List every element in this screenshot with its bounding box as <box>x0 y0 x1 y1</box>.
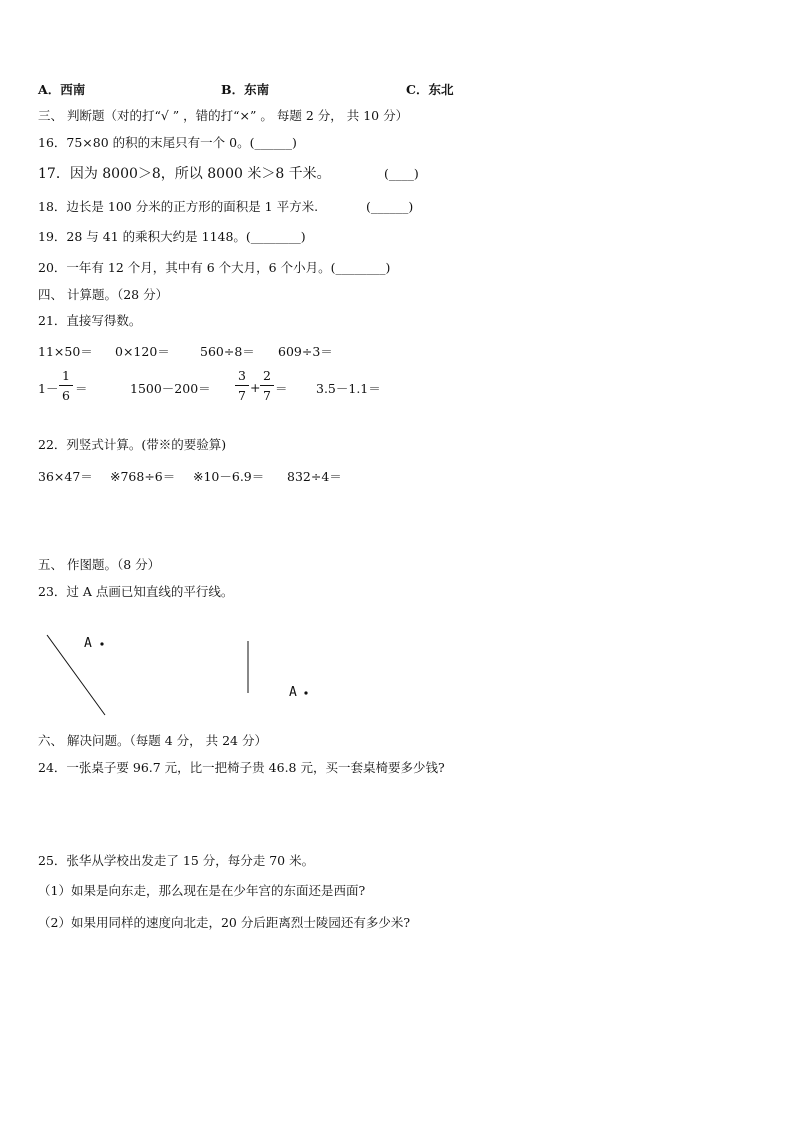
question-21-title: 21．直接写得数。 <box>38 313 142 328</box>
section-3-title: 三、 判断题（对的打“√ ” ，错的打“×” 。 每题 2 分， 共 10 分） <box>38 108 409 123</box>
plus-sign: + <box>250 380 261 395</box>
calc-item: 609÷3＝ <box>278 344 333 359</box>
fraction-denominator: 6 <box>62 388 70 403</box>
calc-item: 3.5－1.1＝ <box>316 381 381 396</box>
calc-item: 1500－200＝ <box>130 381 211 396</box>
point-a-dot <box>304 691 307 694</box>
question-17-blank: (____) <box>384 166 419 181</box>
calc-item-fraction-prefix: 1－ <box>38 381 59 396</box>
question-18: 18．边长是 100 分米的正方形的面积是 1 平方米. <box>38 199 319 214</box>
calc-item: 560÷8＝ <box>200 344 255 359</box>
fraction-denominator: 7 <box>238 388 246 403</box>
question-25-title: 25．张华从学校出发走了 15 分，每分走 70 米。 <box>38 853 315 868</box>
fraction-numerator: 2 <box>263 368 271 383</box>
point-a-dot <box>100 642 103 645</box>
question-24: 24．一张桌子要 96.7 元，比一把椅子贵 46.8 元，买一套桌椅要多少钱? <box>38 760 445 775</box>
choice-a: A．西南 <box>38 82 86 97</box>
question-25-sub-1: （1）如果是向东走，那么现在是在少年宫的东面还是西面? <box>38 883 366 898</box>
fraction-numerator: 3 <box>238 368 246 383</box>
calc-item: 11×50＝ <box>38 344 93 359</box>
vertical-calc-item: 832÷4＝ <box>287 469 342 484</box>
section-4-title: 四、 计算题。（28 分） <box>38 287 169 302</box>
vertical-calc-item: ※10－6.9＝ <box>193 469 265 484</box>
choice-c: C．东北 <box>406 82 454 97</box>
slanted-line <box>47 635 105 715</box>
section-6-title: 六、 解决问题。（每题 4 分， 共 24 分） <box>38 733 267 748</box>
equals-sign: ＝ <box>75 381 88 396</box>
question-20: 20．一年有 12 个月，其中有 6 个大月，6 个小月。(________) <box>38 260 391 275</box>
question-19: 19．28 与 41 的乘积大约是 1148。(________) <box>38 229 306 244</box>
choice-b: B．东南 <box>221 82 270 97</box>
fraction-numerator: 1 <box>62 368 70 383</box>
equals-sign: ＝ <box>275 381 288 396</box>
section-5-title: 五、 作图题。（8 分） <box>38 557 161 572</box>
calc-item: 0×120＝ <box>115 344 170 359</box>
question-17: 17．因为 8000＞8，所以 8000 米＞8 千米。 <box>38 166 331 182</box>
point-a-label: A <box>289 685 297 700</box>
point-a-label: A <box>84 636 92 651</box>
vertical-calc-item: 36×47＝ <box>38 469 93 484</box>
question-18-blank: (______) <box>366 199 414 214</box>
question-16: 16．75×80 的积的末尾只有一个 0。(______) <box>38 135 297 150</box>
fraction-denominator: 7 <box>263 388 271 403</box>
question-23-title: 23．过 A 点画已知直线的平行线。 <box>38 584 234 599</box>
question-25-sub-2: （2）如果用同样的速度向北走，20 分后距离烈士陵园还有多少米? <box>38 915 411 930</box>
vertical-calc-item: ※768÷6＝ <box>110 469 176 484</box>
question-22-title: 22．列竖式计算。(带※的要验算) <box>38 437 227 452</box>
